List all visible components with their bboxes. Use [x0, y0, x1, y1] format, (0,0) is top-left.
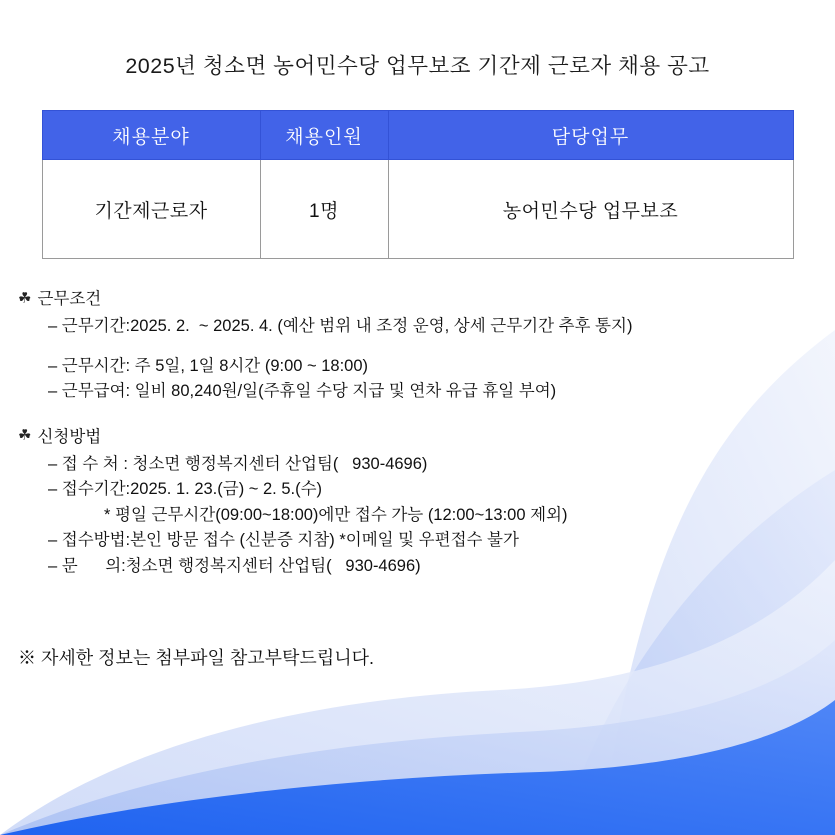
section-heading-row — [18, 285, 835, 309]
attachment-note: ※ 자세한 정보는 첨부파일 참고부탁드립니다. — [18, 647, 374, 668]
section-application-method — [18, 423, 835, 580]
section-heading-label: 신청방법 — [37, 427, 102, 446]
section-lines — [18, 314, 835, 405]
list-item: – 접수방법:본인 방문 접수 (신분증 지참) *이메일 및 우편접수 불가 — [48, 531, 519, 550]
recruitment-table — [42, 110, 794, 259]
cell-duty: 농어민수당 업무보조 — [388, 160, 793, 259]
section-heading-label: 근무조건 — [37, 290, 102, 308]
list-item: – 접수기간:2025. 1. 23.(금) ~ 2. 5.(수) — [48, 480, 323, 499]
table-row — [42, 160, 793, 259]
list-item: – 근무기간:2025. 2. ~ 2025. 4. (예산 범위 내 조정 운영, 상세 근무기간 추후 통지) — [48, 317, 633, 335]
table-header-field: 채용분야 — [42, 111, 260, 160]
section-lines — [18, 452, 835, 580]
cell-field: 기간제근로자 — [42, 160, 260, 259]
section-working-conditions — [18, 285, 835, 405]
cell-count: 1명 — [260, 160, 388, 259]
section-heading-row — [18, 423, 835, 447]
clover-icon: ☘ — [18, 427, 32, 445]
sections-container — [0, 285, 835, 580]
table-header-count: 채용인원 — [260, 111, 388, 160]
list-item: – 문 의:청소면 행정복지센터 산업팀( 930-4696) — [48, 556, 421, 575]
table-header-row — [42, 111, 793, 160]
clover-icon: ☘ — [18, 289, 32, 307]
page-title: 2025년 청소면 농어민수당 업무보조 기간제 근로자 채용 공고 — [125, 54, 710, 78]
list-item: – 접 수 처 : 청소면 행정복지센터 산업팀( 930-4696) — [48, 454, 428, 473]
table-header-duty: 담당업무 — [388, 111, 793, 160]
list-item: – 근무급여: 일비 80,240원/일(주휴일 수당 지급 및 연차 유급 휴일 부여) — [48, 382, 557, 401]
list-item-note: * 평일 근무시간(09:00~18:00)에만 접수 가능 (12:00~13:00 제외) — [104, 505, 568, 524]
list-item: – 근무시간: 주 5일, 1일 8시간 (9:00 ~ 18:00) — [48, 356, 369, 375]
